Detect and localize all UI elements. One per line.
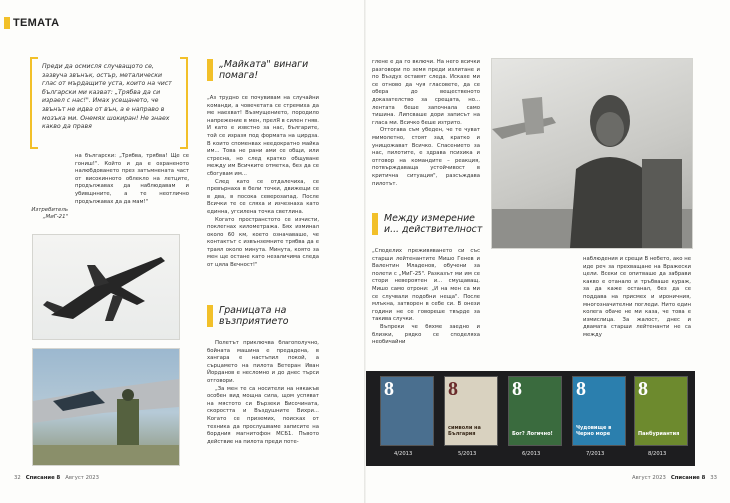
magazine-date: 6/2013: [522, 451, 541, 457]
magazine-cover-5[interactable]: [634, 376, 688, 446]
col2-paragraph-3: Когато пространстото се изчисти, поклегнах километража. Бях изминал около 60 км, което означаваше, че контактът с извънземните трябва да е траял около минута. Минута, която за мен ще остане като незаличима следа от цяла Вечност!": [207, 216, 319, 269]
footer-issue-right: Август 2023: [632, 475, 666, 481]
magazine-title: Панбуриантия: [638, 431, 680, 437]
col3-paragraph-4: Въпреки че бяхме заедно и близки, рядко се споделяха необичайни: [372, 323, 480, 346]
col2-paragraph-2: След като се отдалечиха, се превърнаха в бели точки, движещи се в два, в посока северозапад. После Всички те се сляха и изчезнаха като единна, угсилена точка светлина.: [207, 178, 319, 215]
pull-quote-text: Преди да осмисля случващото се, зазвуча звънък, остър, металически глас от мърдащите устa, които на чист български ми казват: „Трябва да си израел с нас!". Имах усещането, че звънът не идва от вън, а е направо в мозъка ми. Онемях шокиран! Не знаех какво да правя: [42, 63, 172, 131]
magazine-logo-icon: 8: [638, 378, 648, 400]
magazine-logo-icon: 8: [448, 378, 458, 400]
magazine-title: символи на България: [448, 425, 481, 437]
column-3-lower: [372, 248, 480, 347]
column-2-lower: [207, 340, 319, 446]
pilot-portrait-icon: [492, 59, 692, 248]
column-4: [583, 256, 691, 340]
pilot-jet-photo: [32, 348, 180, 466]
footer-magazine-right: Списание 8: [670, 475, 706, 481]
left-column-text-block: [75, 153, 189, 206]
magazine-logo-icon: 8: [512, 378, 522, 400]
heading-marker: [207, 305, 213, 327]
magazine-cover-4[interactable]: [572, 376, 626, 446]
magazine-cover-2[interactable]: [444, 376, 498, 446]
footer-right: [632, 475, 717, 481]
quote-bracket-right: [180, 57, 188, 149]
jet-photo-flying: [32, 234, 180, 340]
heading-marker: [372, 213, 378, 235]
col2-paragraph-1: „Аз трудно се почувивам на случайни команди, а човечетата се стремиха да ме наехват! Възмущението, породило напрежение в мен, прелЯ в силен гняв. И като е извстно за нас, българите, той се изразя под формата на цирдза. В които споменвах неедократно майка им... Това не рани ами се общи, или стресна, но след кратко общуване между им Всичките отметка, без да се сбогувам им...: [207, 95, 319, 177]
magazine-covers-strip: [366, 371, 695, 466]
heading-granitsata-text: Границата на възприятието: [219, 305, 289, 327]
heading-izmerenie: [372, 213, 490, 235]
section-tag: [4, 17, 59, 29]
col4-paragraph-1: наблюдения и срещи В небето, ако не иде реч за прехващане на Вражески цели. Всеки се опитваше да забрави какво е отанало и тръбваше кураж, за да каже останал, без да се поддава на присмех и ироничния, многозначителни погледи. Нито един колега обаче не ми каза, че това е измислица. За жалост, днес и двамата старши лейтенанти не са между: [583, 256, 691, 338]
col2-paragraph-5: „За мен те са носители на някакъв особен вид мощна сила, щом успяват на мястото си Вързеки Височината, скоростта и Въздушните Вихри... Когато се приземих, поисках от техника да прослушваме записите на бордния магнитофон МСБ1. Пъвото действие на пилота преди поте-: [207, 385, 319, 445]
page-number-left: 32: [14, 475, 21, 481]
footer-issue-left: Август 2023: [65, 475, 100, 481]
column-2: [207, 95, 319, 270]
magazine-date: 7/2013: [586, 451, 605, 457]
footer-magazine-left: Списание 8: [25, 475, 61, 481]
quote-bracket-left: [30, 57, 38, 149]
magazine-date: 4/2013: [394, 451, 413, 457]
page-number-right: 33: [710, 475, 718, 481]
photo-caption: Изтребитель „МиГ-21": [31, 207, 68, 220]
pilot-portrait-photo: [491, 58, 693, 249]
col3-paragraph-3: „Споделих преживяването си със старши лейтенантите Мишо Генев и Валентин Младенов, обучени за полети с „МиГ-25". Разказът ми им се стори невероятен и... смущаващ. Мишо само отрони: „И на мен са ми се случвали подобни неща". После млъкна, затворен в себе си. В онези години не се говореше твърде за такива случки.: [372, 248, 480, 323]
magazine-date: 5/2013: [458, 451, 477, 457]
column-3: [372, 59, 480, 188]
section-label: ТЕМАТА: [13, 17, 60, 29]
heading-maikata: [207, 59, 311, 81]
magazine-cover-3[interactable]: [508, 376, 562, 446]
section-marker: [4, 17, 10, 29]
pull-quote: [30, 57, 188, 147]
col2-paragraph-4: Полетът приключва благополучно, бойната машина е предадена, в хангара е настъпил покой, а сърцамето на пилота Ветеран Иван Йорданов е несломно и до днес търси отговори.: [207, 340, 319, 384]
col3-paragraph-1: глене е да го включи. На него всички разговори по земя преди излитане и по Въздух оставят следа. Искахе ми се отново да чуя гласовете, да се оберa до вещественото доказателство за срещата, но... лентата беше започнала само тишина. Липсваше дори записът на гласа ми. Всичко беше изтрито.: [372, 59, 480, 126]
magazine-logo-icon: 8: [576, 378, 586, 400]
magazine-title: Чудовище в Черно море: [576, 425, 612, 437]
heading-granitsata: [207, 305, 309, 327]
col3-paragraph-2: Оттогава съм убеден, че те чуват мимолетно, стоят зад кратко и унищожават Всичко. Спасението за нас, пилотите, е здрава психика и отговор на командите – реакция, потвърждаваща устойчивост в критична ситуация", разсъждава пилотът.: [372, 127, 480, 187]
magazine-cover-1[interactable]: [380, 376, 434, 446]
heading-marker: [207, 59, 213, 81]
jet-cockpit-icon: [33, 349, 179, 465]
left-column-text: на български: „Трябва, трябва! Ще се гониш!". Който и да е охраненото налюбдоването през затъмнената част от високинното облекло на летците, продължавах да наблюдавам и убивщнните, а те неотлично продължавах да да мам!": [75, 153, 189, 205]
footer-left: [14, 475, 99, 481]
heading-izmerenie-text: Между измерение и... действителност: [384, 213, 483, 235]
magazine-title: Бог? Логично!: [512, 431, 553, 437]
heading-maikata-text: „Майката" винаги помага!: [219, 59, 309, 81]
jet-silhouette-icon: [33, 235, 179, 339]
magazine-logo-icon: 8: [384, 378, 394, 400]
magazine-date: 8/2013: [648, 451, 667, 457]
